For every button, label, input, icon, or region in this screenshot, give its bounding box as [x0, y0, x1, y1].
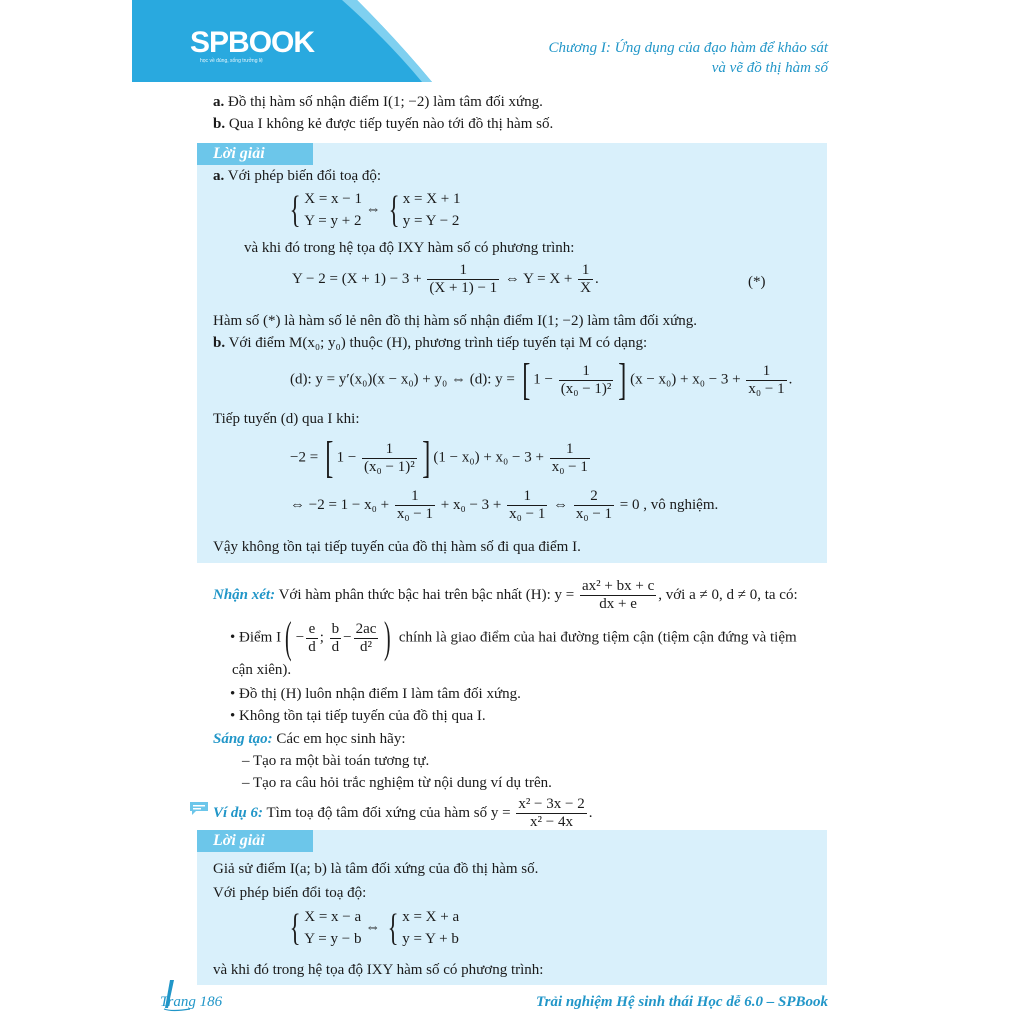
solution-tag-1: Lời giải: [197, 143, 313, 165]
star-label: (*): [748, 274, 766, 290]
sol1-equation-star: Y − 2 = (X + 1) − 3 + $\frac{1}{(X + 1) - 1}$ ⇔ Y = X + $\frac{1}{X}$ .: [292, 262, 599, 296]
sol1-a-intro: a. Với phép biến đổi toạ độ:: [213, 168, 382, 184]
chapter-title-line1: Chương I: Ứng dụng của đạo hàm để khảo sát: [548, 40, 828, 56]
spbook-logo: SPBOOK: [190, 26, 315, 59]
sol1-transform-system: { X = x − 1 Y = y + 2 ⇔ { x = X + 1 y = Y − 2: [289, 189, 461, 231]
page-number: Trang 186: [160, 994, 223, 1010]
problem-a: a. Đồ thị hàm số nhận điểm I(1; −2) làm tâm đối xứng.: [213, 94, 543, 110]
sol1-through-I: Tiếp tuyến (d) qua I khi:: [213, 411, 360, 427]
sol1-condition-1: −2 = [ 1 − $\frac{1}{\text{(x₀ − 1)²}}$ ] (1 − x₀) + x₀ − 3 + $\frac{1}{\text{x₀ − 1}}$: [290, 433, 588, 482]
example-6: Ví dụ 6: Tìm toạ độ tâm đối xứng của hàm số y = $\frac{\text{x² − 3x − 2}}{\text{x² − 4x}}$ .: [213, 796, 593, 830]
logo-tagline: học về đúng, sống trưởng lệ: [200, 58, 263, 64]
remark-bullet-1-cont: cận xiên).: [232, 662, 292, 678]
remark-bullet-3: • Không tồn tại tiếp tuyến của đồ thị qua I.: [230, 708, 486, 724]
footer-series: Trải nghiệm Hệ sinh thái Học dễ 6.0 – SPBook: [536, 994, 828, 1010]
chat-bubble-icon: [188, 800, 210, 816]
sol2-line-1: Giả sử điểm I(a; b) là tâm đối xứng của đồ thị hàm số.: [213, 861, 539, 877]
sol1-tangent-equation: (d): y = y′(x₀)(x − x₀) + y₀ ⇔ (d): y = [ 1 − $\frac{1}{\text{(x₀ − 1)²}}$ ] (x − x₀) + x₀ − 3 + $\frac{1}{\text{x₀ − 1}}$ .: [290, 355, 793, 404]
sol1-in-system: và khi đó trong hệ tọa độ IXY hàm số có phương trình:: [244, 240, 575, 256]
remark-bullet-2: • Đồ thị (H) luôn nhận điểm I làm tâm đối xứng.: [230, 686, 521, 702]
sol2-line-3: và khi đó trong hệ tọa độ IXY hàm số có phương trình:: [213, 962, 544, 978]
remark-bullet-1: • Điểm I( − $\frac{e}{d}$ ; $\frac{b}{d}$ − $\frac{2ac}{\text{d²}}$ ) chính là giao điểm của hai đường tiệm cận (tiệm cận đứng và tiệm: [230, 613, 797, 662]
sol2-transform-system: { X = x − a Y = y − b ⇔ { x = X + a y = Y + b: [289, 907, 460, 949]
creative-item-2: – Tạo ra câu hỏi trắc nghiệm từ nội dung ví dụ trên.: [242, 775, 552, 791]
sol1-odd-function: Hàm số (*) là hàm số lẻ nên đồ thị hàm số nhận điểm I(1; −2) làm tâm đối xứng.: [213, 313, 697, 329]
solution-tag-2: Lời giải: [197, 830, 313, 852]
sol1-conclusion: Vậy không tồn tại tiếp tuyến của đồ thị hàm số đi qua điểm I.: [213, 539, 581, 555]
sol1-b-intro: b. Với điểm M(x₀; y₀) thuộc (H), phương trình tiếp tuyến tại M có dạng:: [213, 335, 648, 351]
sol1-condition-2: ⇔ −2 = 1 − x₀ + $\frac{1}{\text{x₀ − 1}}$ + x₀ − 3 + $\frac{1}{\text{x₀ − 1}}$ ⇔ $\frac{2}{\text{x₀ − 1}}$ = 0 , vô nghiệm.: [290, 488, 719, 522]
sol2-line-2: Với phép biến đổi toạ độ:: [213, 885, 367, 901]
creative-line: Sáng tạo: Các em học sinh hãy:: [213, 731, 406, 747]
problem-b: b. Qua I không kẻ được tiếp tuyến nào tới đồ thị hàm số.: [213, 116, 554, 132]
remark-line: Nhận xét: Với hàm phân thức bậc hai trên bậc nhất (H): y = $\frac{\text{ax² + bx + c}}{dx + e}$ , với a ≠ 0, d ≠ 0, ta có:: [213, 578, 798, 612]
chapter-title-line2: và vẽ đồ thị hàm số: [711, 60, 828, 76]
creative-item-1: – Tạo ra một bài toán tương tự.: [242, 753, 430, 769]
